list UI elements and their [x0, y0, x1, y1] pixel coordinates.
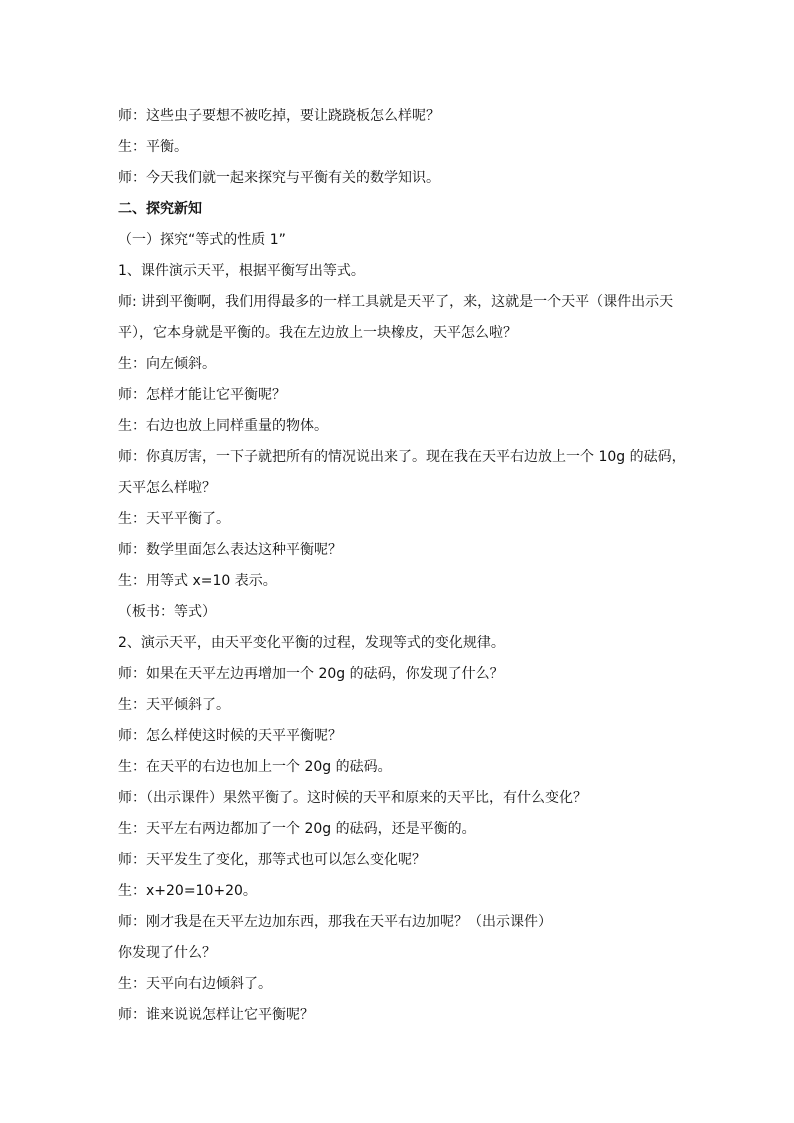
- text-line: 天平怎么样啦？: [118, 480, 216, 496]
- text-line: 师：怎么样使这时候的天平平衡呢？: [118, 728, 342, 744]
- text-line: 师：谁来说说怎样让它平衡呢？: [118, 1007, 314, 1023]
- step-heading: 2、演示天平，由天平变化平衡的过程，发现等式的变化规律。: [118, 635, 505, 651]
- document-body: [118, 101, 688, 1031]
- text-line: 生：天平平衡了。: [118, 511, 230, 527]
- board-note: （板书：等式）: [118, 604, 216, 620]
- text-line: 师：怎样才能让它平衡呢？: [118, 387, 286, 403]
- text-line: 师：如果在天平左边再增加一个 20g 的砝码，你发现了什么？: [118, 666, 504, 682]
- text-line: 师：今天我们就一起来探究与平衡有关的数学知识。: [118, 170, 440, 186]
- text-line: 生：天平倾斜了。: [118, 697, 230, 713]
- step-heading: 1、课件演示天平，根据平衡写出等式。: [118, 263, 365, 279]
- text-line: 师：刚才我是在天平左边加东西，那我在天平右边加呢？（出示课件）: [118, 914, 552, 930]
- text-line: 生：右边也放上同样重量的物体。: [118, 418, 328, 434]
- text-line: 师：这些虫子要想不被吃掉，要让跷跷板怎么样呢？: [118, 108, 440, 124]
- text-line: 生：天平向右边倾斜了。: [118, 976, 272, 992]
- subsection-heading: （一）探究“等式的性质 1”: [118, 232, 286, 248]
- text-line: 生：在天平的右边也加上一个 20g 的砝码。: [118, 759, 392, 775]
- text-line: 生：x+20=10+20。: [118, 883, 257, 899]
- text-line: 你发现了什么？: [118, 945, 216, 961]
- text-line: 师：（出示课件）果然平衡了。这时候的天平和原来的天平比，有什么变化？: [118, 790, 587, 806]
- section-heading: 二、探究新知: [118, 201, 202, 217]
- text-line: 生：平衡。: [118, 139, 188, 155]
- text-line: 平），它本身就是平衡的。我在左边放上一块橡皮，天平怎么啦？: [118, 325, 517, 341]
- text-line: 生：向左倾斜。: [118, 356, 216, 372]
- text-line: 生：天平左右两边都加了一个 20g 的砝码，还是平衡的。: [118, 821, 476, 837]
- text-line: 师: 讲到平衡啊，我们用得最多的一样工具就是天平了，来，这就是一个天平（课件出示天: [118, 294, 674, 310]
- text-line: 师：数学里面怎么表达这种平衡呢？: [118, 542, 342, 558]
- text-line: 师：天平发生了变化，那等式也可以怎么变化呢？: [118, 852, 426, 868]
- text-line: 师：你真厉害，一下子就把所有的情况说出来了。现在我在天平右边放上一个 10g 的砝码，: [118, 449, 686, 465]
- text-line: 生：用等式 x=10 表示。: [118, 573, 277, 589]
